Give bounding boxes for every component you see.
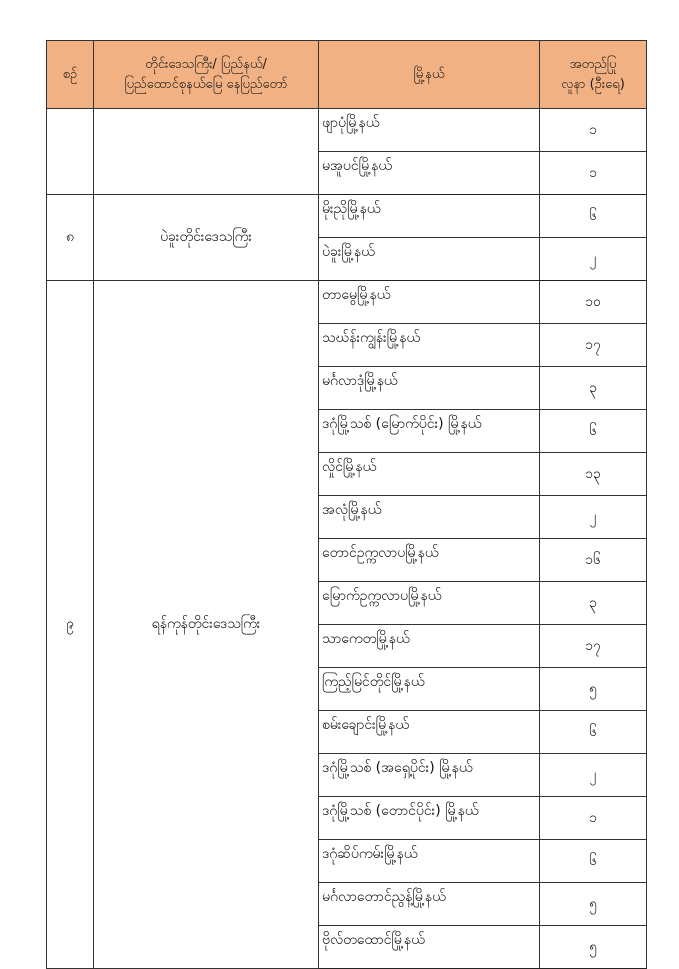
table-row — [47, 195, 647, 238]
township-cell: မင်္ဂလာဒုံမြို့နယ် — [319, 367, 540, 410]
header-count-line1: အတည်ပြု — [569, 56, 617, 72]
township-cell: တာမွေမြို့နယ် — [319, 281, 540, 324]
confirmed-count-cell: ၁၇ — [540, 625, 647, 668]
confirmed-count-cell: ၅ — [540, 883, 647, 926]
table-row — [47, 109, 647, 152]
confirmed-count-cell: ၆ — [540, 410, 647, 453]
header-count-line2: လူနာ (ဦးရေ) — [561, 76, 625, 92]
township-cell: ကြည့်မြင်တိုင်မြို့နယ် — [319, 668, 540, 711]
confirmed-count-cell: ၂ — [540, 754, 647, 797]
row-number-cell: ၉ — [47, 281, 94, 969]
confirmed-count-cell: ၁၀ — [540, 281, 647, 324]
covid-cases-table — [46, 40, 647, 969]
confirmed-count-cell: ၆ — [540, 840, 647, 883]
township-cell: ဒဂုံမြို့သစ် (မြောက်ပိုင်း) မြို့နယ် — [319, 410, 540, 453]
row-number-cell — [47, 109, 94, 195]
confirmed-count-cell: ၁ — [540, 797, 647, 840]
confirmed-count-cell: ၆ — [540, 711, 647, 754]
confirmed-count-cell: ၁ — [540, 152, 647, 195]
header-township: မြို့နယ် — [319, 41, 540, 109]
header-count — [540, 41, 647, 109]
confirmed-count-cell: ၃ — [540, 582, 647, 625]
row-number-cell: ၈ — [47, 195, 94, 281]
township-cell: ဒဂုံမြို့သစ် (တောင်ပိုင်း) မြို့နယ် — [319, 797, 540, 840]
confirmed-count-cell: ၁၃ — [540, 453, 647, 496]
header-region-line1: တိုင်းဒေသကြီး/ ပြည်နယ်/ — [145, 56, 267, 72]
header-no: စဉ် — [47, 41, 94, 109]
confirmed-count-cell: ၅ — [540, 668, 647, 711]
header-row — [47, 41, 647, 109]
confirmed-count-cell: ၅ — [540, 926, 647, 969]
township-cell: လှိုင်မြို့နယ် — [319, 453, 540, 496]
region-cell: ရန်ကုန်တိုင်းဒေသကြီး — [94, 281, 319, 969]
confirmed-count-cell: ၃ — [540, 367, 647, 410]
township-cell: မအူပင်မြို့နယ် — [319, 152, 540, 195]
township-cell: ဒဂုံဆိပ်ကမ်းမြို့နယ် — [319, 840, 540, 883]
township-cell: မြောက်ဥက္ကလာပမြို့နယ် — [319, 582, 540, 625]
township-cell: ဗိုလ်တထောင်မြို့နယ် — [319, 926, 540, 969]
township-cell: သဃ်န်းကျွန်းမြို့နယ် — [319, 324, 540, 367]
region-cell: ပဲခူးတိုင်းဒေသကြီး — [94, 195, 319, 281]
table-row — [47, 281, 647, 324]
township-cell: မင်္ဂလာတောင်ညွန့်မြို့နယ် — [319, 883, 540, 926]
region-cell — [94, 109, 319, 195]
township-cell: သာကေတမြို့နယ် — [319, 625, 540, 668]
confirmed-count-cell: ၂ — [540, 496, 647, 539]
header-region-line2: ပြည်ထောင်စုနယ်မြေ နေပြည်တော် — [124, 76, 288, 92]
confirmed-count-cell: ၆ — [540, 195, 647, 238]
township-cell: တောင်ဥက္ကလာပမြို့နယ် — [319, 539, 540, 582]
confirmed-count-cell: ၁၇ — [540, 324, 647, 367]
confirmed-count-cell: ၁၆ — [540, 539, 647, 582]
confirmed-count-cell: ၂ — [540, 238, 647, 281]
table-body — [47, 109, 647, 969]
township-cell: ပဲခူးမြို့နယ် — [319, 238, 540, 281]
township-cell: စမ်းချောင်းမြို့နယ် — [319, 711, 540, 754]
township-cell: ဖျာပုံမြို့နယ် — [319, 109, 540, 152]
township-cell: အလုံမြို့နယ် — [319, 496, 540, 539]
township-cell: မိုးညိုမြို့နယ် — [319, 195, 540, 238]
township-cell: ဒဂုံမြို့သစ် (အရှေ့ပိုင်း) မြို့နယ် — [319, 754, 540, 797]
header-region — [94, 41, 319, 109]
confirmed-count-cell: ၁ — [540, 109, 647, 152]
